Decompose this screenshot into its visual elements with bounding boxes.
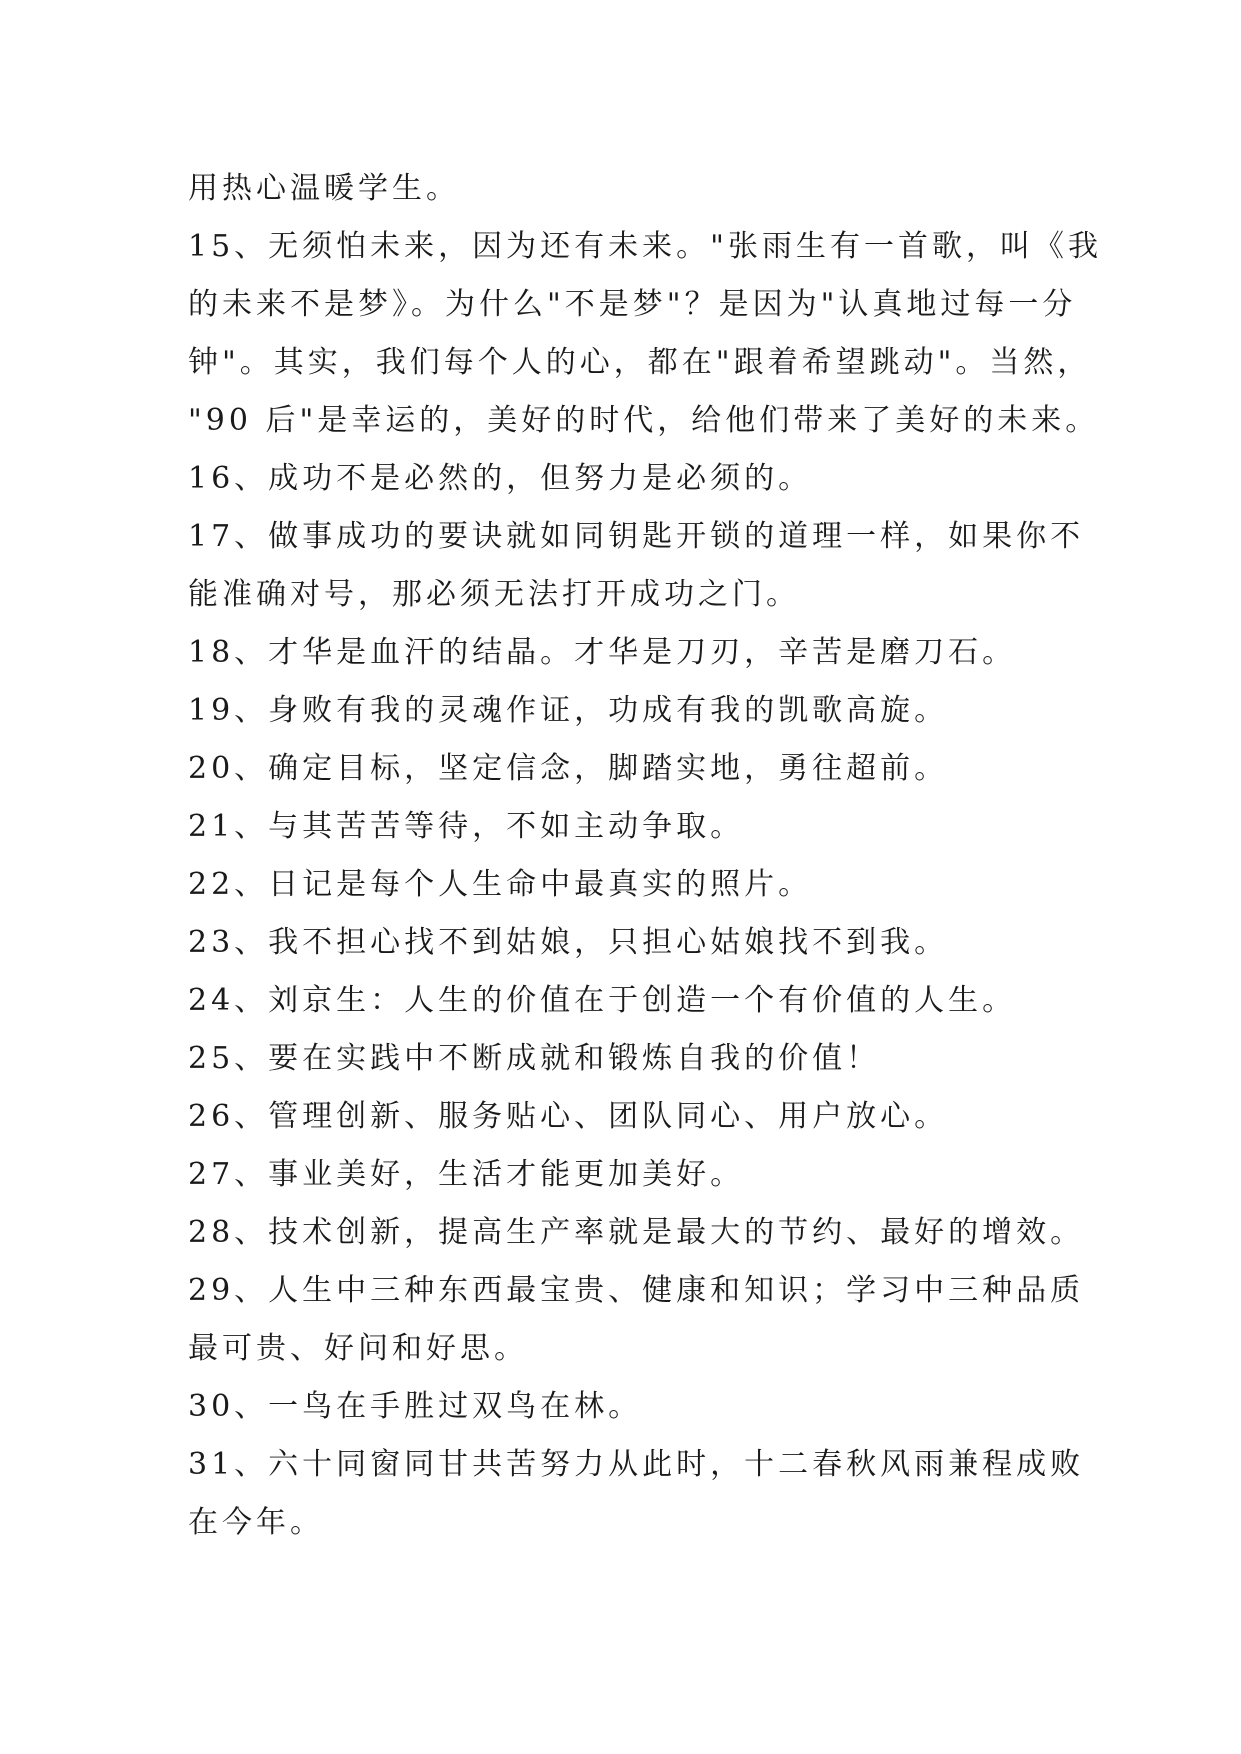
text-line: 25、要在实践中不断成就和锻炼自我的价值！ (188, 1041, 881, 1076)
document-body (188, 160, 1102, 1552)
text-line: "90 后"是幸运的，美好的时代，给他们带来了美好的未来。 (188, 403, 1100, 438)
text-line: 23、我不担心找不到姑娘，只担心姑娘找不到我。 (188, 925, 949, 960)
text-line: 28、技术创新，提高生产率就是最大的节约、最好的增效。 (188, 1215, 1085, 1250)
text-line: 钟"。其实，我们每个人的心，都在"跟着希望跳动"。当然， (188, 345, 1092, 380)
text-line: 15、无须怕未来，因为还有未来。"张雨生有一首歌，叫《我 (188, 229, 1102, 264)
text-line: 22、日记是每个人生命中最真实的照片。 (188, 867, 813, 902)
text-line: 27、事业美好，生活才能更加美好。 (188, 1157, 745, 1192)
text-line: 26、管理创新、服务贴心、团队同心、用户放心。 (188, 1099, 949, 1134)
text-line: 在今年。 (188, 1505, 324, 1540)
text-line: 用热心温暖学生。 (188, 171, 460, 206)
text-line: 19、身败有我的灵魂作证，功成有我的凯歌高旋。 (188, 693, 949, 728)
text-line: 18、才华是血汗的结晶。才华是刀刃，辛苦是磨刀石。 (188, 635, 1017, 670)
text-line: 17、做事成功的要诀就如同钥匙开锁的道理一样，如果你不 (188, 519, 1085, 554)
text-line: 30、一鸟在手胜过双鸟在林。 (188, 1389, 643, 1424)
text-line: 20、确定目标，坚定信念，脚踏实地，勇往超前。 (188, 751, 949, 786)
text-line: 最可贵、好问和好思。 (188, 1331, 528, 1366)
text-line: 16、成功不是必然的，但努力是必须的。 (188, 461, 813, 496)
text-line: 21、与其苦苦等待，不如主动争取。 (188, 809, 745, 844)
text-line: 能准确对号，那必须无法打开成功之门。 (188, 577, 800, 612)
text-line: 29、人生中三种东西最宝贵、健康和知识；学习中三种品质 (188, 1273, 1085, 1308)
text-line: 的未来不是梦》。为什么"不是梦"？是因为"认真地过每一分 (188, 287, 1077, 322)
text-line: 31、六十同窗同甘共苦努力从此时，十二春秋风雨兼程成败 (188, 1447, 1085, 1482)
text-line: 24、刘京生：人生的价值在于创造一个有价值的人生。 (188, 983, 1017, 1018)
